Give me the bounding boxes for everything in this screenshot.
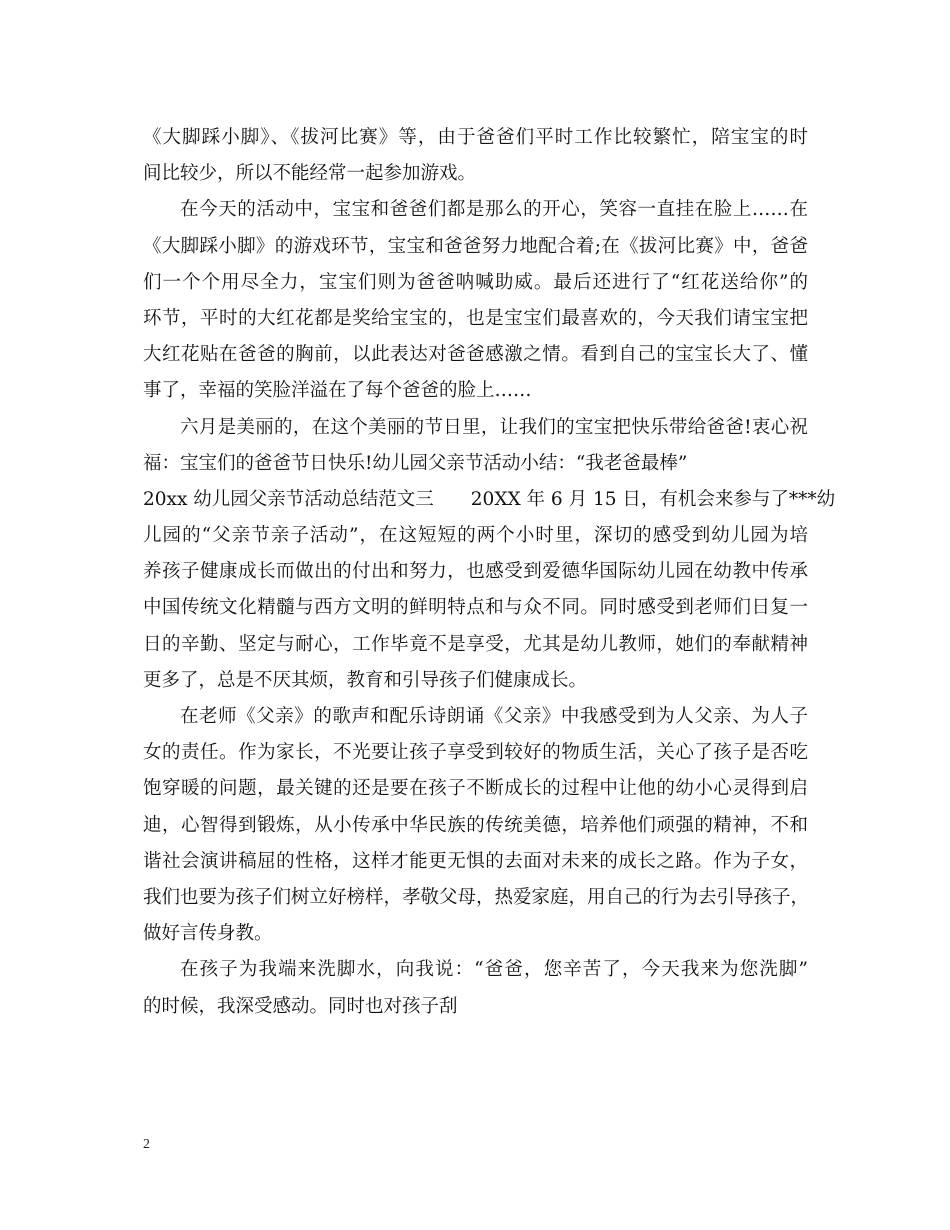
text-line: 养孩子健康成长而做出的付出和努力，也感受到爱德华国际幼儿园在幼教中传承 xyxy=(143,561,808,583)
page-number: 2 xyxy=(143,1137,150,1152)
paragraph-first-line: 在孩子为我端来洗脚水，向我说：“爸爸，您辛苦了，今天我来为您洗脚” xyxy=(180,959,808,981)
document-body xyxy=(143,120,836,1025)
text-line: 儿园的“父亲节亲子活动”，在这短短的两个小时里，深切的感受到幼儿园为培 xyxy=(143,525,808,547)
text-line: 中国传统文化精髓与西方文明的鲜明特点和与众不同。同时感受到老师们日复一 xyxy=(143,597,808,619)
text-line: 福：宝宝们的爸爸节日快乐!幼儿园父亲节活动小结：“我老爸最棒” xyxy=(143,452,688,474)
text-line: 更多了，总是不厌其烦，教育和引导孩子们健康成长。 xyxy=(143,669,588,691)
text-line: 女的责任。作为家长，不光要让孩子享受到较好的物质生活，关心了孩子是否吃 xyxy=(143,742,808,764)
text-line: 我们也要为孩子们树立好榜样，孝敬父母，热爱家庭，用自己的行为去引导孩子， xyxy=(143,886,810,908)
text-line: 们一个个用尽全力，宝宝们则为爸爸呐喊助威。最后还进行了“红花送给你”的 xyxy=(143,271,808,293)
text-line: 事了，幸福的笑脸洋溢在了每个爸爸的脸上…… xyxy=(143,380,532,402)
text-line: 谐社会演讲稿屈的性格，这样才能更无惧的去面对未来的成长之路。作为子女， xyxy=(143,850,808,872)
text-line: 20xx 幼儿园父亲节活动总结范文三 20XX 年 6 月 15 日，有机会来参与了***幼 xyxy=(143,488,836,510)
text-line: 大红花贴在爸爸的胸前，以此表达对爸爸感激之情。看到自己的宝宝长大了、懂 xyxy=(143,344,808,366)
text-line: 做好言传身教。 xyxy=(143,923,273,945)
text-line: 日的辛勤、坚定与耐心，工作毕竟不是享受，尤其是幼儿教师，她们的奉献精神 xyxy=(143,633,808,655)
paragraph-first-line: 在今天的活动中，宝宝和爸爸们都是那么的开心，笑容一直挂在脸上……在 xyxy=(180,199,808,221)
text-line: 迪，心智得到锻炼，从小传承中华民族的传统美德，培养他们顽强的精神，不和 xyxy=(143,814,808,836)
text-line: 《大脚踩小脚》、《拔河比赛》等，由于爸爸们平时工作比较繁忙，陪宝宝的时 xyxy=(143,127,808,148)
text-line: 环节，平时的大红花都是奖给宝宝的，也是宝宝们最喜欢的，今天我们请宝宝把 xyxy=(143,307,808,329)
paragraph-first-line: 在老师《父亲》的歌声和配乐诗朗诵《父亲》中我感受到为人父亲、为人子 xyxy=(180,706,808,727)
text-line: 间比较少，所以不能经常一起参加游戏。 xyxy=(143,163,477,185)
text-line: 的时候，我深受感动。同时也对孩子刮 xyxy=(143,995,458,1017)
text-line: 饱穿暖的问题，最关键的还是要在孩子不断成长的过程中让他的幼小心灵得到启 xyxy=(143,778,808,800)
text-line: 《大脚踩小脚》的游戏环节，宝宝和爸爸努力地配合着;在《拔河比赛》中，爸爸 xyxy=(143,235,808,257)
paragraph-first-line: 六月是美丽的，在这个美丽的节日里，让我们的宝宝把快乐带给爸爸!衷心祝 xyxy=(180,416,808,438)
